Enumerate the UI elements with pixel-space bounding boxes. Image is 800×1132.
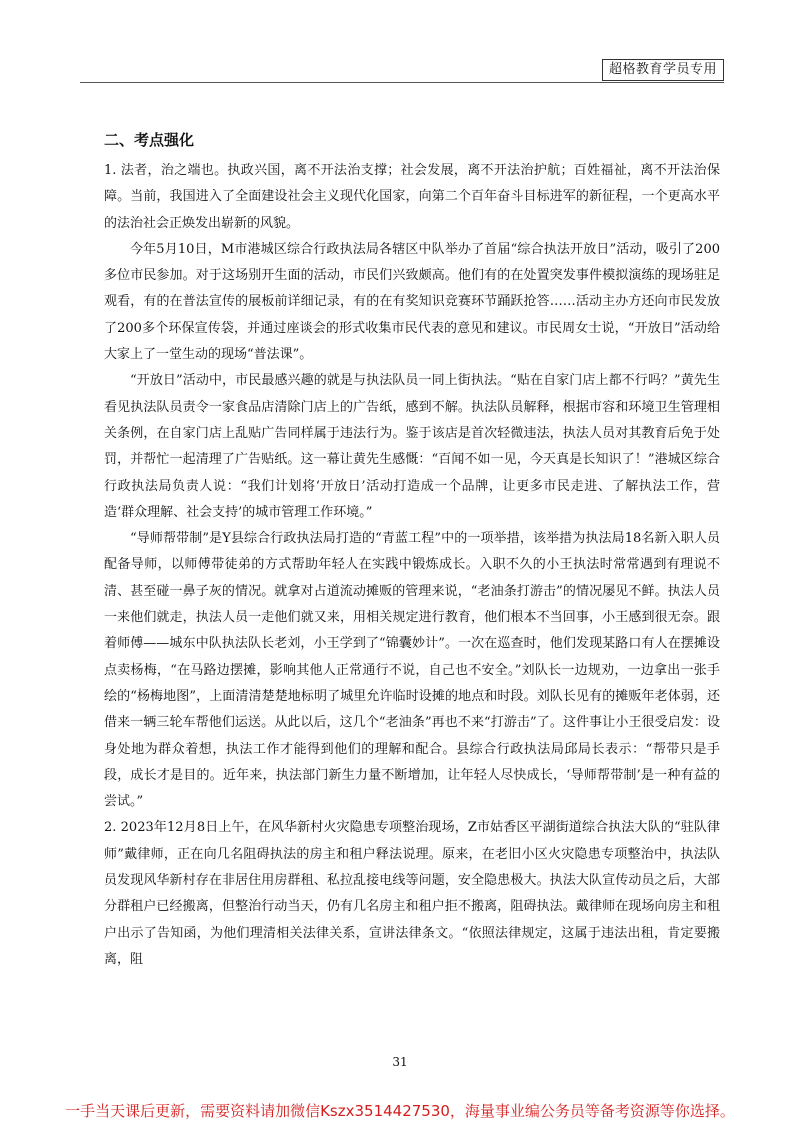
section-title: 二、考点强化 — [104, 131, 195, 149]
paragraph: 今年5月10日，M市港城区综合行政执法局各辖区中队举办了首届“综合执法开放日”活动，吸引了200多位市民参加。对于这场别开生面的活动，市民们兴致颇高。他们有的在处置突发事件模拟演练的现场驻足观看，有的在普法宣传的展板前详细记录，有的在有奖知识竞赛环节踊跃抢答……活动主办方还向市民发放了200多个环保宣传袋，并通过座谈会的形式收集市民代表的意见和建议。市民周女士说，“开放日”活动给大家上了一堂生动的现场“普法课”。 — [104, 241, 720, 363]
paragraph: “开放日”活动中，市民最感兴趣的就是与执法队员一同上街执法。“贴在自家门店上都不行吗？”黄先生看见执法队员责令一家食品店清除门店上的广告纸，感到不解。执法队员解释，根据市容和环境卫生管理相关条例，在自家门店上乱贴广告同样属于违法行为。鉴于该店是首次轻微违法，执法人员对其教育后免于处罚，并帮忙一起清理了广告贴纸。这一幕让黄先生感慨：“百闻不如一见，今天真是长知识了！”港城区综合行政执法局负责人说：“我们计划将‘开放日’活动打造成一个品牌，让更多市民走进、了解执法工作，营造‘群众理解、社会支持’的城市管理工作环境。” — [104, 373, 720, 520]
paragraph: 1. 法者，治之端也。执政兴国，离不开法治支撑；社会发展，离不开法治护航；百姓福祉，离不开法治保障。当前，我国进入了全面建设社会主义现代化国家，向第二个百年奋斗目标进军的新征程，一个更高水平的法治社会正焕发出崭新的风貌。 — [104, 163, 720, 231]
paragraph: “导师帮带制”是Y县综合行政执法局打造的“青蓝工程”中的一项举措，该举措为执法局18名新入职人员配备导师，以师傅带徒弟的方式帮助年轻人在实践中锻炼成长。入职不久的小王执法时常常遇到有理说不清、甚至碰一鼻子灰的情况。就拿对占道流动摊贩的管理来说，“老油条打游击”的情况屡见不鲜。执法人员一来他们就走，执法人员一走他们就又来，用相关规定进行教育，他们根本不当回事，小王感到很无奈。跟着师傅——城东中队执法队长老刘，小王学到了“锦囊妙计”。一次在巡查时，他们发现某路口有人在摆摊设点卖杨梅，“在马路边摆摊，影响其他人正常通行不说，自己也不安全。”刘队长一边规劝，一边拿出一张手绘的“杨梅地图”，上面清清楚楚地标明了城里允许临时设摊的地点和时段。刘队长见有的摊贩年老体弱，还借来一辆三轮车帮他们运送。从此以后，这几个“老油条”再也不来“打游击”了。这件事让小王很受启发：设身处地为群众着想，执法工作才能得到他们的理解和配合。县综合行政执法局邱局长表示：“帮带只是手段，成长才是目的。近年来，执法部门新生力量不断增加，让年轻人尽快成长，‘导师帮带制’是一种有益的尝试。” — [104, 531, 720, 810]
header-rule — [80, 82, 724, 83]
watermark-badge: 超格教育学员专用 — [602, 59, 724, 81]
page-content — [104, 128, 720, 973]
paragraph: 2. 2023年12月8日上午，在风华新村火灾隐患专项整治现场，Z市姑香区平湖街道综合执法大队的“驻队律师”戴律师，正在向几名阻碍执法的房主和租户释法说理。原来，在老旧小区火灾隐患专项整治中，执法队员发现风华新村存在非居住用房群租、私拉乱接电线等问题，安全隐患极大。执法大队宣传动员之后，大部分群租户已经搬离，但整治行动当天，仍有几名房主和租户拒不搬离，阻碍执法。戴律师在现场向房主和租户出示了告知函，为他们理清相关法律关系，宣讲法律条文。“依照法律规定，这属于违法出租，肯定要搬离，阻 — [104, 820, 720, 967]
page-number: 31 — [392, 1055, 408, 1069]
footer-notice: 一手当天课后更新，需要资料请加微信Kszx3514427530，海量事业编公务员等备考资源等你选择。 — [65, 1102, 735, 1120]
